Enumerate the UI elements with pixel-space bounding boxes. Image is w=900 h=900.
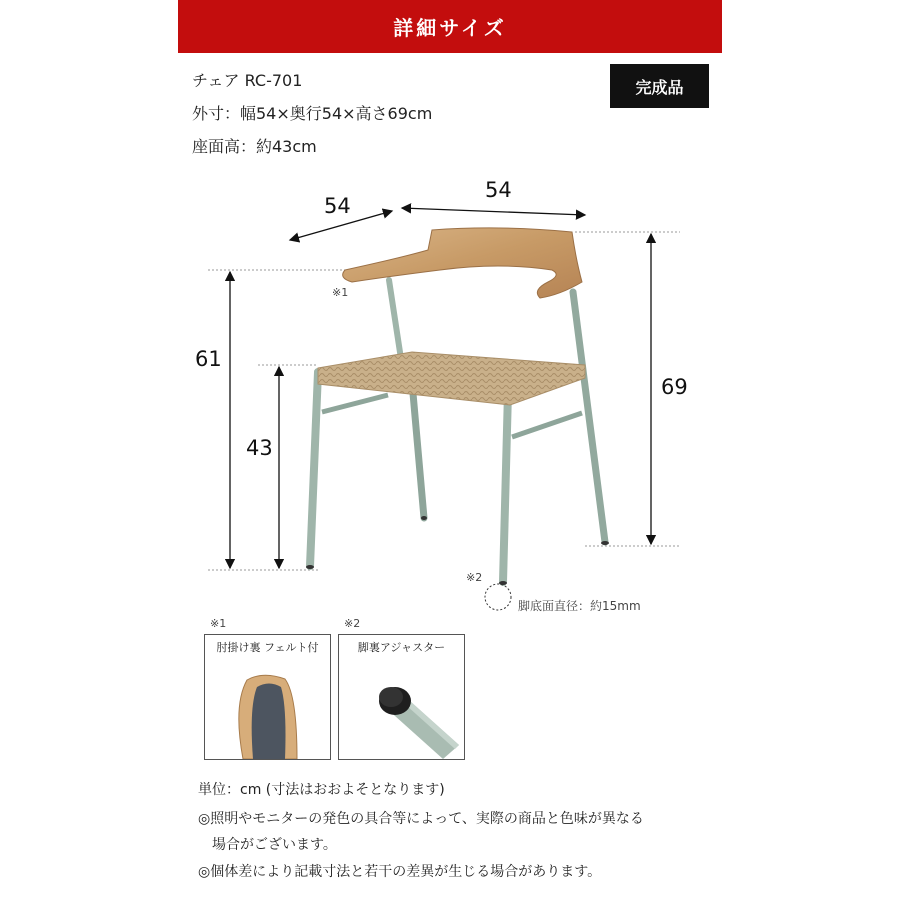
box1-caption: 肘掛け裏 フェルト付 [216, 641, 319, 654]
product-name: チェア RC-701 [192, 71, 303, 90]
mark-2: ※2 [466, 571, 483, 584]
chair-frame [306, 280, 609, 585]
seat-height: 座面高：約43cm [192, 137, 317, 156]
armrest-felt-image [205, 635, 330, 759]
dim-arm-height: 61 [195, 347, 222, 371]
chair-seat [318, 352, 585, 405]
unit-note: 単位：cm (寸法はおおよそとなります) [198, 782, 445, 798]
box2-caption: 脚裏アジャスター [357, 641, 446, 654]
backrest-armrest [343, 228, 582, 298]
dim-seat-height: 43 [246, 436, 273, 460]
color-note: ◎照明やモニターの発色の具合等によって、実際の商品と色味が異なる [198, 811, 644, 827]
dim-total-height: 69 [661, 375, 688, 399]
dim-width: 54 [485, 178, 512, 202]
foot-diameter-note: 脚底面直径：約15mm [518, 599, 641, 613]
detail-box-armrest [204, 634, 331, 760]
leg-adjuster-image [339, 635, 464, 759]
variance-note: ◎個体差により記載寸法と若干の差異が生じる場合があります。 [198, 864, 602, 880]
foot-circle [485, 584, 511, 610]
dim-depth: 54 [324, 194, 351, 218]
assembled-badge: 完成品 [610, 64, 709, 108]
outer-dimensions: 外寸：幅54×奥行54×高さ69cm [192, 104, 433, 123]
box1-mark: ※1 [210, 617, 227, 630]
mark-1: ※1 [332, 286, 349, 299]
detail-box-adjuster [338, 634, 465, 760]
box2-mark: ※2 [344, 617, 361, 630]
color-note-cont: 場合がございます。 [198, 837, 337, 853]
section-title: 詳細サイズ [393, 16, 507, 40]
